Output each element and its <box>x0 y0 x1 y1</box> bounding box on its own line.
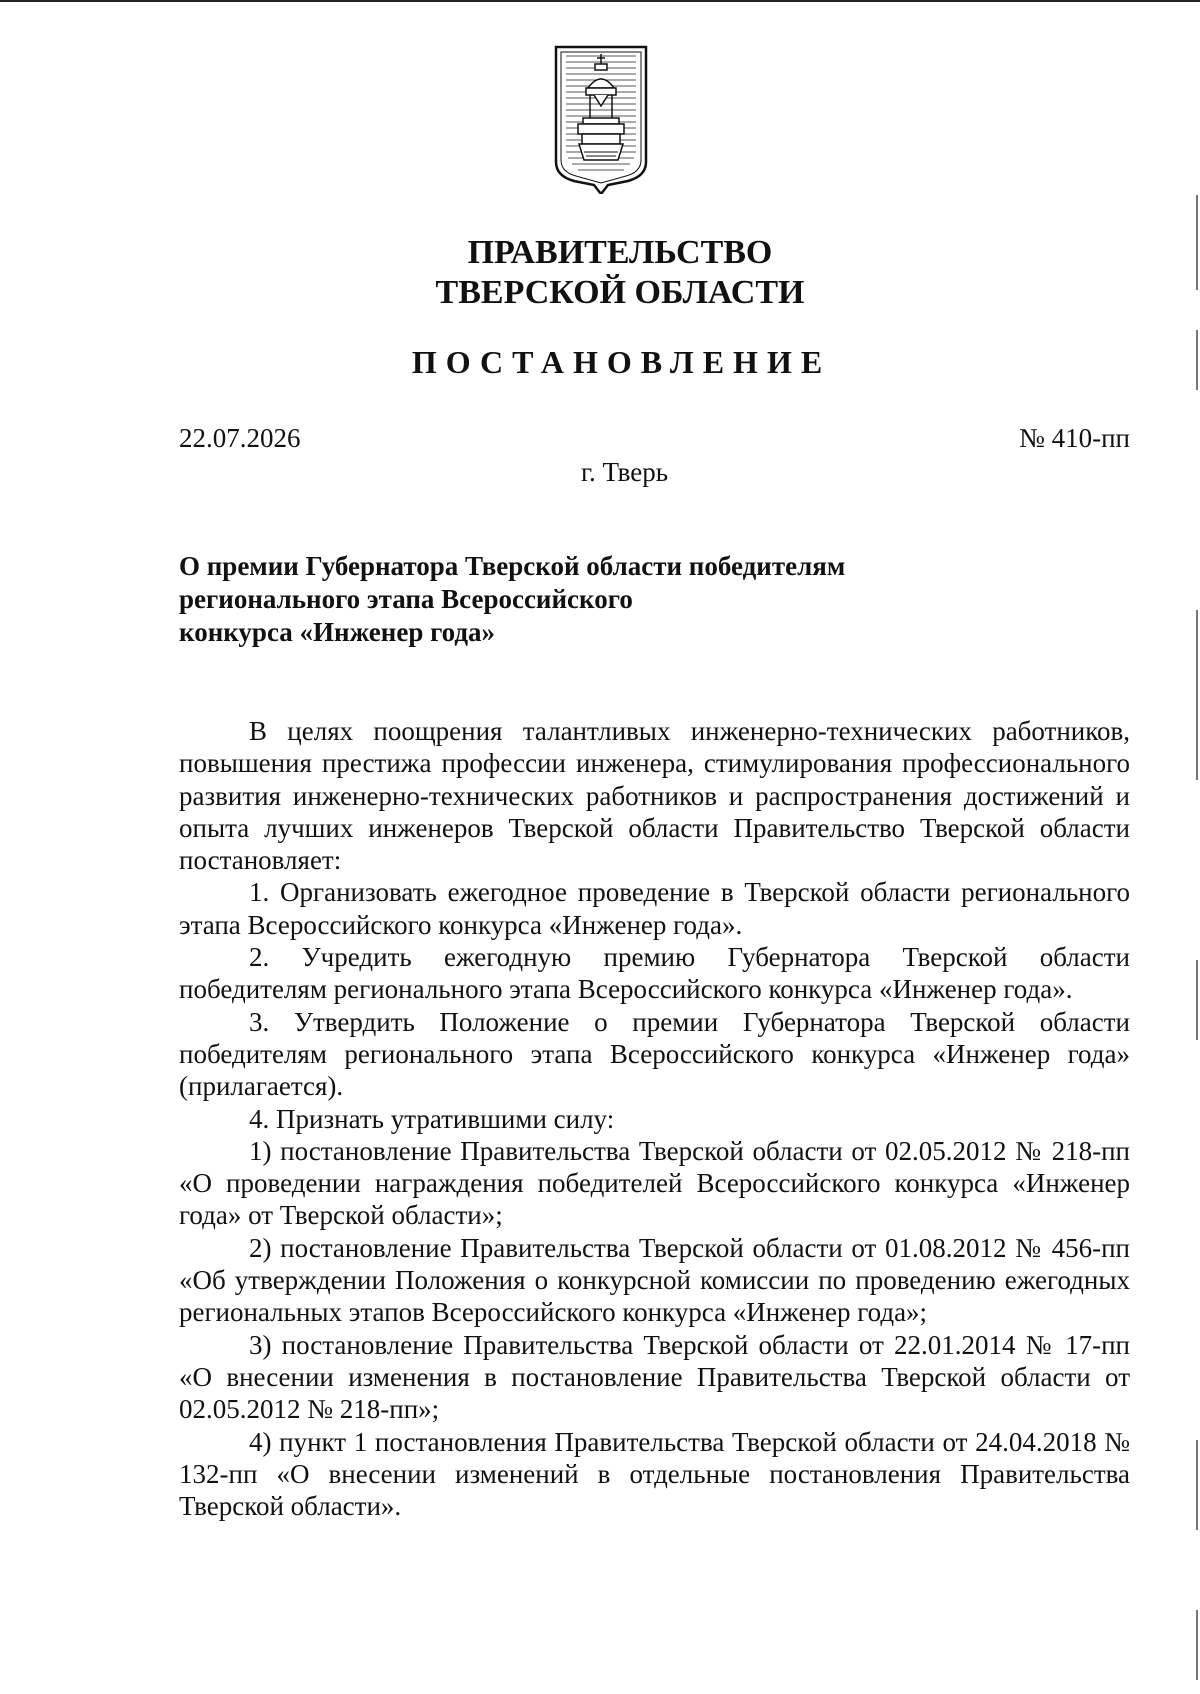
scan-top-edge <box>0 0 1200 2</box>
scan-margin-mark <box>1196 1440 1198 1530</box>
body-paragraph: 3) постановление Правительства Тверской области от 22.01.2014 № 17-пп «О внесении изменения в постановление Правительства Тверской области от 02.05.2012 № 218-пп»; <box>179 1329 1130 1425</box>
document-type-heading: ПОСТАНОВЛЕНИЕ <box>411 344 832 380</box>
tver-coat-of-arms-icon <box>552 44 650 194</box>
document-number: № 410-пп <box>1019 423 1130 453</box>
scan-margin-mark <box>1196 1610 1198 1680</box>
org-name-line-2: ТВЕРСКОЙ ОБЛАСТИ <box>435 274 805 311</box>
scan-margin-mark <box>1196 610 1198 780</box>
document-body <box>179 715 1130 1522</box>
scan-margin-mark <box>1196 960 1198 1040</box>
body-paragraph: В целях поощрения талантливых инженерно-технических работников, повышения престижа профессии инженера, стимулирования профессионального развития инженерно-технических работников и распространения достижений и опыта лучших инженеров Тверской области Правительство Тверской области постановляет: <box>179 716 1130 876</box>
org-name-line-1: ПРАВИТЕЛЬСТВО <box>467 234 773 271</box>
body-paragraph: 3. Утвердить Положение о премии Губернатора Тверской области победителям регионального этапа Всероссийского конкурса «Инженер года» (прилагается). <box>179 1006 1130 1102</box>
body-paragraph: 2) постановление Правительства Тверской области от 01.08.2012 № 456-пп «Об утверждении Положения о конкурсной комиссии по проведению ежегодных региональных этапов Всероссийского конкурса «Инженер года»; <box>179 1232 1130 1328</box>
title-line: О премии Губернатора Тверской области победителям <box>179 551 846 581</box>
body-paragraph: 1) постановление Правительства Тверской области от 02.05.2012 № 218-пп «О проведении награждения победителей Всероссийского конкурса «Инженер года» от Тверской области»; <box>179 1135 1130 1231</box>
body-paragraph: 4. Признать утратившими силу: <box>249 1103 615 1134</box>
document-title <box>179 550 845 649</box>
body-paragraph: 4) пункт 1 постановления Правительства Тверской области от 24.04.2018 № 132-пп «О внесении изменений в отдельные постановления Правительства Тверской области». <box>179 1426 1130 1522</box>
title-line: регионального этапа Всероссийского <box>179 584 633 614</box>
body-paragraph: 1. Организовать ежегодное проведение в Тверской области регионального этапа Всероссийского конкурса «Инженер года». <box>179 877 1130 940</box>
document-date: 22.07.2026 <box>179 423 301 453</box>
document-city: г. Тверь <box>580 457 669 487</box>
title-line: конкурса «Инженер года» <box>179 617 496 647</box>
body-paragraph: 2. Учредить ежегодную премию Губернатора Тверской области победителям регионального этапа Всероссийского конкурса «Инженер года». <box>179 942 1130 1005</box>
